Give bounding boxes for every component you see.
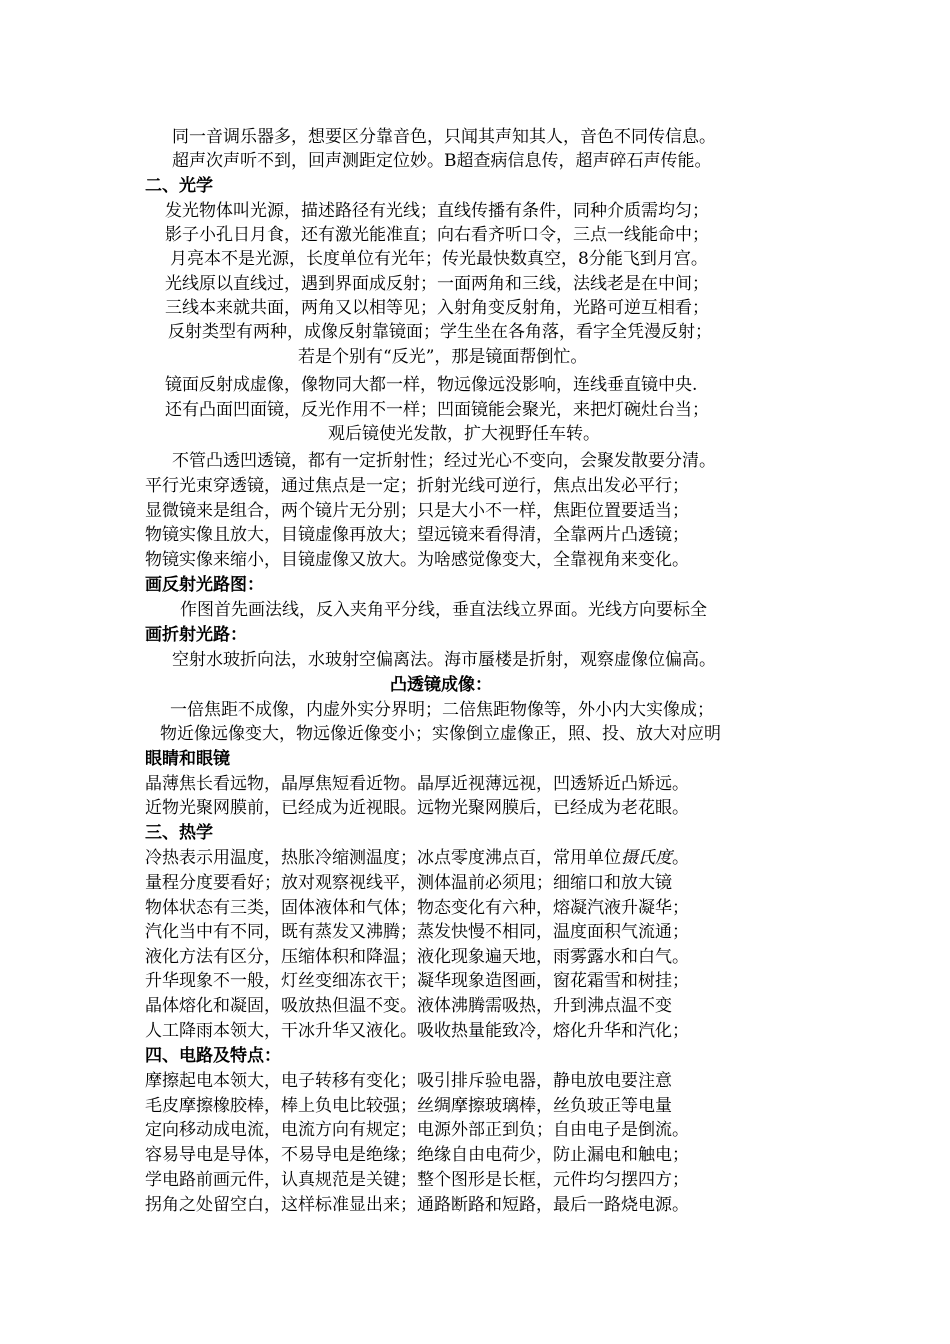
text-line: 量程分度要看好；放对观察视线平，测体温前必须甩；细缩口和放大镜	[145, 873, 672, 893]
text-line: 光线原以直线过，遇到界面成反射；一面两角和三线，法线老是在中间；	[165, 274, 709, 294]
text-line: 空射水玻折向法，水玻射空偏离法。海市蜃楼是折射，观察虚像位偏高。	[172, 650, 716, 670]
text-line: 容易导电是导体，不易导电是绝缘；绝缘自由电荷少，防止漏电和触电；	[145, 1145, 689, 1165]
text-line	[145, 846, 689, 870]
text-line: 定向移动成电流，电流方向有规定；电源外部正到负；自由电子是倒流。	[145, 1120, 689, 1140]
text-line: 物体状态有三类，固体液体和气体；物态变化有六种，熔凝汽液升凝华；	[145, 898, 689, 918]
text-line: 摩擦起电本领大，电子转移有变化；吸引排斥验电器，静电放电要注意	[145, 1071, 672, 1091]
subheading-convex-lens: 凸透镜成像：	[390, 675, 492, 695]
text-line: 学电路前画元件，认真规范是关键；整个图形是长框，元件均匀摆四方；	[145, 1170, 689, 1190]
text-line: 拐角之处留空白，这样标准显出来；通路断路和短路，最后一路烧电源。	[145, 1195, 689, 1215]
text-line: 镜面反射成虚像，像物同大都一样，物远像远没影响，连线垂直镜中央.	[165, 375, 698, 395]
text-line: 作图首先画法线，反入夹角平分线，垂直法线立界面。光线方向要标全	[180, 600, 707, 620]
text-line: 三线本来就共面，两角又以相等见；入射角变反射角，光路可逆互相看；	[165, 298, 709, 318]
text-line: 晶薄焦长看远物，晶厚焦短看近物。晶厚近视薄远视，凹透矫近凸矫远。	[145, 774, 689, 794]
text-line: 反射类型有两种，成像反射靠镜面；学生坐在各角落，看字全凭漫反射；	[168, 322, 712, 342]
text-line: 人工降雨本领大，干冰升华又液化。吸收热量能致冷，熔化升华和汽化；	[145, 1021, 689, 1041]
text-line: 物镜实像且放大，目镜虚像再放大；望远镜来看得清，全靠两片凸透镜；	[145, 525, 689, 545]
text-line: 晶体熔化和凝固，吸放热但温不变。液体沸腾需吸热，升到沸点温不变	[145, 996, 672, 1016]
text-line: 物近像远像变大，物远像近像变小；实像倒立虚像正，照、投、放大对应明	[160, 724, 721, 744]
text-line: 月亮本不是光源，长度单位有光年；传光最快数真空，8分能飞到月宫。	[170, 249, 708, 269]
text-line: 不管凸透凹透镜，都有一定折射性；经过光心不变向，会聚发散要分清。	[172, 451, 716, 471]
text-line: 平行光束穿透镜，通过焦点是一定；折射光线可逆行，焦点出发必平行；	[145, 476, 689, 496]
unit-celsius: 摄氏度	[621, 848, 672, 868]
text-line: 还有凸面凹面镜，反光作用不一样；凹面镜能会聚光，来把灯碗灶台当；	[165, 400, 709, 420]
text-line: 若是个别有“反光”，那是镜面帮倒忙。	[298, 347, 588, 367]
subheading-eye-glasses: 眼睛和眼镜	[145, 749, 230, 769]
text-line: 影子小孔日月食，还有激光能准直；向右看齐听口令，三点一线能命中；	[165, 225, 709, 245]
section-heading-optics: 二、光学	[145, 176, 213, 196]
section-heading-circuit: 四、电路及特点：	[145, 1046, 281, 1066]
text-line: 升华现象不一般，灯丝变细冻衣干；凝华现象造图画，窗花霜雪和树挂；	[145, 971, 689, 991]
text-line: 显微镜来是组合，两个镜片无分别；只是大小不一样，焦距位置要适当；	[145, 501, 689, 521]
text-line: 观后镜使光发散，扩大视野任车转。	[328, 424, 600, 444]
text-line: 一倍焦距不成像，内虚外实分界明；二倍焦距物像等，外小内大实像成；	[170, 700, 714, 720]
text-line: 汽化当中有不同，既有蒸发又沸腾；蒸发快慢不相同，温度面积气流通；	[145, 922, 689, 942]
text-segment: 冷热表示用温度，热胀冷缩测温度；冰点零度沸点百，常用单位	[145, 848, 621, 868]
subheading-reflection-diagram: 画反射光路图：	[145, 575, 264, 595]
text-line: 同一音调乐器多，想要区分靠音色，只闻其声知其人，音色不同传信息。	[172, 127, 716, 147]
text-line: 发光物体叫光源，描述路径有光线；直线传播有条件，同种介质需均匀；	[165, 201, 709, 221]
section-heading-heat: 三、热学	[145, 823, 213, 843]
text-line: 液化方法有区分，压缩体积和降温；液化现象遍天地，雨雾露水和白气。	[145, 947, 689, 967]
text-line: 毛皮摩擦橡胶棒，棒上负电比较强；丝绸摩擦玻璃棒，丝负玻正等电量	[145, 1096, 672, 1116]
subheading-refraction-diagram: 画折射光路：	[145, 625, 247, 645]
text-line: 超声次声听不到，回声测距定位妙。B超查病信息传，超声碎石声传能。	[172, 151, 712, 171]
text-segment: 。	[672, 848, 689, 868]
text-line: 物镜实像来缩小，目镜虚像又放大。为啥感觉像变大，全靠视角来变化。	[145, 550, 689, 570]
text-line: 近物光聚网膜前，已经成为近视眼。远物光聚网膜后，已经成为老花眼。	[145, 798, 689, 818]
